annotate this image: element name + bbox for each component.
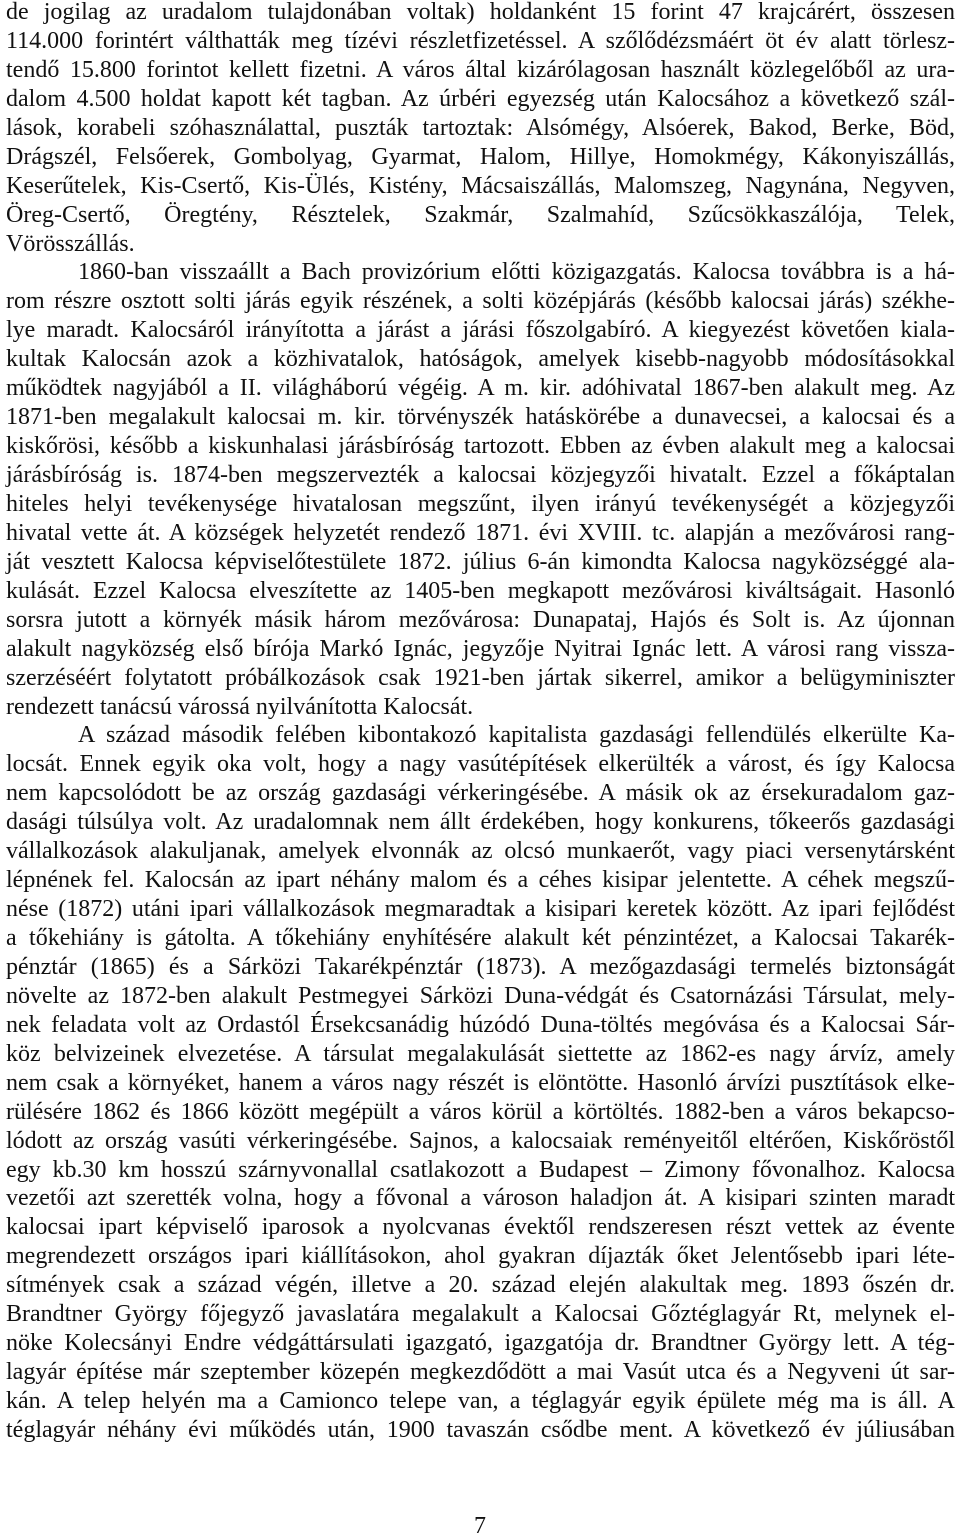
text-line: de jogilag az uradalom tulajdonában voltak) holdanként 15 forint 47 krajcárért, összesen <box>6 0 955 25</box>
text-line: nek feladata volt az Ordastól Érsekcsanádig húzódó Duna-töltés megóvása és a Kalocsai Sár- <box>6 1011 955 1038</box>
text-line: rom részre osztott solti járás egyik részének, a solti középjárás (később kalocsai járás) székhe- <box>6 288 955 315</box>
text-line: téglagyár néhány évi működés után, 1900 tavaszán csődbe ment. A következő év júliusában <box>6 1416 955 1443</box>
text-line: kiskőrösi, később a kiskunhalasi járásbíróság tartozott. Ebben az évben alakult meg a kalocsai <box>6 433 955 460</box>
text-line: hivatal vette át. A községek helyzetét rendező 1871. évi XVIII. tc. alapján a mezővárosi rang- <box>6 519 955 546</box>
text-line: Vörösszállás. <box>6 230 135 257</box>
text-line: dasági túlsúlya volt. Az uradalomnak nem állt érdekében, hogy konkurens, tőkeerős gazdasági <box>6 809 955 836</box>
text-line: dalom 4.500 holdat kapott két tagban. Az úrbéri egyezség után Kalocsához a következő szál- <box>6 85 955 112</box>
text-line: kultak Kalocsán azok a közhivatalok, hatóságok, amelyek kisebb-nagyobb módosításokkal <box>6 346 955 373</box>
text-line: kán. A telep helyén ma a Camionco telepe van, a téglagyár egyik épülete még ma is áll. A <box>6 1388 955 1414</box>
text-line: kulását. Ezzel Kalocsa elveszítette az 1405-ben megkapott mezővárosi kiváltságait. Hasonló <box>6 577 955 604</box>
page-number: 7 <box>474 1513 486 1539</box>
text-line: nöke Kolecsányi Endre védgáttársulati igazgató, igazgatója dr. Brandtner György lett. A tég- <box>6 1330 955 1357</box>
text-line: pénztár (1865) és a Sárközi Takarékpénztár (1873). A mezőgazdasági termelés biztonságát <box>6 953 955 980</box>
text-line: 114.000 forintért válthatták meg tízévi részletfizetéssel. A szőlődézsmáért öt év alatt törlesz- <box>6 27 955 54</box>
text-line: Öreg-Csertő, Öregtény, Résztelek, Szakmár, Szalmahíd, Szűcsökkaszálója, Telek, <box>6 201 955 228</box>
text-line: rendezett tanácsú várossá nyilvánította Kalocsát. <box>6 693 474 720</box>
paragraph <box>6 258 955 721</box>
page-text <box>6 0 955 1445</box>
text-line: vállalkozások alakuljanak, amelyek elvonnák az olcsó munkaerőt, vagy piaci versenytársként <box>6 838 955 865</box>
text-line: rülésére 1862 és 1866 között megépült a város körül a körtöltés. 1882-ben a város bekapcso- <box>6 1098 955 1125</box>
text-line: Keserűtelek, Kis-Csertő, Kis-Ülés, Kistény, Mácsaiszállás, Malomszeg, Nagynána, Negyven, <box>6 172 955 199</box>
text-line: 1871-ben megalakult kalocsai m. kir. törvényszék hatáskörébe a dunavecsei, a kalocsai és a <box>6 404 955 431</box>
text-line: nem kapcsolódott be az ország gazdasági vérkeringésébe. A másik ok az érsekuradalom gaz- <box>6 780 955 807</box>
text-line: sorsra jutott a környék másik három mezővárosa: Dunapataj, Hajós és Solt is. Az újonnan <box>6 606 955 633</box>
text-line: sítmények csak a század végén, illetve a 20. század elején alakultak meg. 1893 őszén dr. <box>6 1272 955 1299</box>
text-line: szerzéséért folytatott próbálkozások csak 1921-ben jártak sikerrel, amikor a belügyminiszter <box>6 664 955 691</box>
text-line: Brandtner György főjegyző javaslatára megalakult a Kalocsai Gőztéglagyár Rt, melynek el- <box>6 1301 955 1328</box>
text-line: nése (1872) utáni ipari vállalkozások megmaradtak a kisipari keretek között. Az ipari fejlődést <box>6 896 955 923</box>
text-line: alakult nagyközség első bírója Markó Ignác, jegyzője Nyitrai Ignác lett. A városi rang vissza- <box>6 635 955 662</box>
paragraph <box>6 721 955 1444</box>
text-line: növelte az 1872-ben alakult Pestmegyei Sárközi Duna-védgát és Csatornázási Társulat, mely- <box>6 982 955 1009</box>
text-line: járásbíróság is. 1874-ben megszervezték a kalocsai közjegyzői hivatalt. Ezzel a főkáptalan <box>6 462 955 488</box>
text-line: tendő 15.800 forintot kellett fizetni. A város által kizárólagosan használt közlegelőből az ura- <box>6 56 955 83</box>
text-line: locsát. Ennek egyik oka volt, hogy a nagy vasútépítések elkerülték a várost, és így Kalocsa <box>6 751 955 778</box>
text-line: hiteles helyi tevékenysége hivatalosan megszűnt, ilyen irányú tevékenységét a közjegyzői <box>6 490 955 517</box>
text-line: egy kb.30 km hosszú szárnyvonallal csatlakozott a Budapest – Zimony fővonalhoz. Kalocsa <box>6 1156 955 1183</box>
text-line: lódott az ország vasúti vérkeringésébe. Sajnos, a kalocsaiak reményeitől eltérően, Kiskőröstől <box>6 1127 955 1154</box>
text-line: lagyár építése már szeptember közepén megkezdődött a mai Vasút utca és a Negyveni út sar- <box>6 1359 955 1386</box>
text-line: a tőkehiány is gátolta. A tőkehiány enyhítésére alakult két pénzintézet, a Kalocsai Takarék- <box>6 925 955 951</box>
text-line: 1860-ban visszaállt a Bach provizórium előtti közigazgatás. Kalocsa továbbra is a há- <box>78 259 955 286</box>
text-line: ját vesztett Kalocsa képviselőtestülete 1872. július 6-án kimondta Kalocsa nagyközséggé ala- <box>6 548 955 575</box>
text-line: nem csak a környéket, hanem a város nagy részét is elöntötte. Hasonló árvízi pusztítások elke- <box>6 1069 955 1096</box>
text-line: lye maradt. Kalocsáról irányította a járást a járási főszolgabíró. A kiegyezést követően kiala- <box>6 317 955 344</box>
text-line: lépnének fel. Kalocsán az ipart néhány malom és a céhes kisipar jelentette. A céhek megszű- <box>6 867 955 894</box>
text-line: vezetői azt szerették volna, hogy a fővonal a városon haladjon át. A kisipari szinten maradt <box>6 1185 955 1212</box>
text-line: lások, korabeli szóhasználattal, puszták tartoztak: Alsómégy, Alsóerek, Bakod, Berke, Böd, <box>6 114 955 141</box>
text-line: működtek nagyjából a II. világháború végéig. A m. kir. adóhivatal 1867-ben alakult meg. Az <box>6 375 955 402</box>
text-line: köz belvizeinek elvezetése. A társulat megalakulását siettette az 1862-es nagy árvíz, amely <box>6 1040 955 1067</box>
text-line: Drágszél, Felsőerek, Gombolyag, Gyarmat, Halom, Hillye, Homokmégy, Kákonyiszállás, <box>6 143 955 170</box>
paragraph <box>6 0 955 258</box>
text-line: A század második felében kibontakozó kapitalista gazdasági fellendülés elkerülte Ka- <box>78 722 955 749</box>
text-line: kalocsai ipart képviselő iparosok a nyolcvanas évektől rendszeresen részt vettek az évente <box>6 1214 955 1241</box>
text-line: megrendezett országos ipari kiállításokon, ahol gyakran díjazták őket Jelentősebb ipari léte- <box>6 1243 955 1270</box>
